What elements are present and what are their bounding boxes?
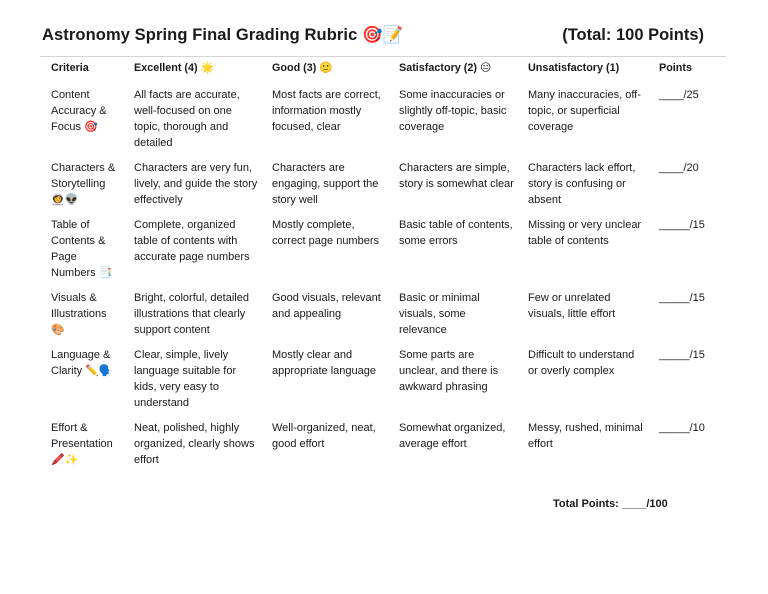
satisfactory-cell: Some parts are unclear, and there is awkward phrasing [399,349,499,393]
points-cell: _____/15 [659,219,705,231]
column-header-satisfactory: Satisfactory (2) 😐 [399,62,492,74]
satisfactory-cell: Some inaccuracies or slightly off-topic, basic coverage [399,89,507,133]
points-cell: _____/15 [659,349,705,361]
points-cell: ____/20 [659,162,699,174]
good-cell: Good visuals, relevant and appealing [272,292,381,320]
excellent-cell: All facts are accurate, well-focused on one topic, thorough and detailed [134,89,240,149]
table-row [44,420,714,477]
table-row [44,217,714,290]
rubric-table [44,59,714,477]
excellent-cell: Characters are very fun, lively, and guide the story effectively [134,162,258,206]
page-title: Astronomy Spring Final Grading Rubric 🎯📝 [42,26,404,44]
unsatisfactory-cell: Characters lack effort, story is confusing or absent [528,162,636,206]
excellent-cell: Bright, colorful, detailed illustrations that clearly support content [134,292,249,336]
unsatisfactory-cell: Difficult to understand or overly complex [528,349,635,377]
satisfactory-cell: Basic or minimal visuals, some relevance [399,292,480,336]
criteria-cell: Characters & Storytelling 👩‍🚀👽 [51,162,116,206]
criteria-cell: Language & Clarity ✏️🗣️ [51,349,113,377]
satisfactory-cell: Basic table of contents, some errors [399,219,513,247]
total-points-header: (Total: 100 Points) [562,26,704,44]
criteria-cell: Effort & Presentation 🖍️✨ [51,422,113,466]
good-cell: Mostly clear and appropriate language [272,349,376,377]
criteria-cell: Visuals & Illustrations 🎨 [51,292,107,336]
points-cell: _____/15 [659,292,705,304]
good-cell: Characters are engaging, support the story well [272,162,379,206]
unsatisfactory-cell: Few or unrelated visuals, little effort [528,292,616,320]
criteria-cell: Content Accuracy & Focus 🎯 [51,89,107,133]
column-header-criteria: Criteria [51,62,89,74]
good-cell: Most facts are correct, information mostly focused, clear [272,89,381,133]
good-cell: Well-organized, neat, good effort [272,422,376,450]
excellent-cell: Complete, organized table of contents with accurate page numbers [134,219,250,263]
table-row [44,347,714,420]
column-header-points: Points [659,62,692,74]
points-cell: ____/25 [659,89,699,101]
table-row [44,87,714,160]
column-header-unsatisfactory: Unsatisfactory (1) [528,62,620,74]
good-cell: Mostly complete, correct page numbers [272,219,379,247]
table-row [44,160,714,217]
criteria-cell: Table of Contents & Page Numbers 📑 [51,219,113,279]
points-cell: _____/10 [659,422,705,434]
column-header-excellent: Excellent (4) 🌟 [134,62,215,74]
table-row [44,290,714,347]
total-points-footer: Total Points: ____/100 [553,498,668,510]
column-header-good: Good (3) 🙂 [272,62,333,74]
unsatisfactory-cell: Many inaccuracies, off-topic, or superficial coverage [528,89,641,133]
excellent-cell: Neat, polished, highly organized, clearly shows effort [134,422,255,466]
unsatisfactory-cell: Messy, rushed, minimal effort [528,422,643,450]
header-divider [40,56,726,57]
header-row [44,59,714,87]
satisfactory-cell: Characters are simple, story is somewhat clear [399,162,514,190]
unsatisfactory-cell: Missing or very unclear table of contents [528,219,642,247]
excellent-cell: Clear, simple, lively language suitable for kids, very easy to understand [134,349,237,409]
satisfactory-cell: Somewhat organized, average effort [399,422,506,450]
